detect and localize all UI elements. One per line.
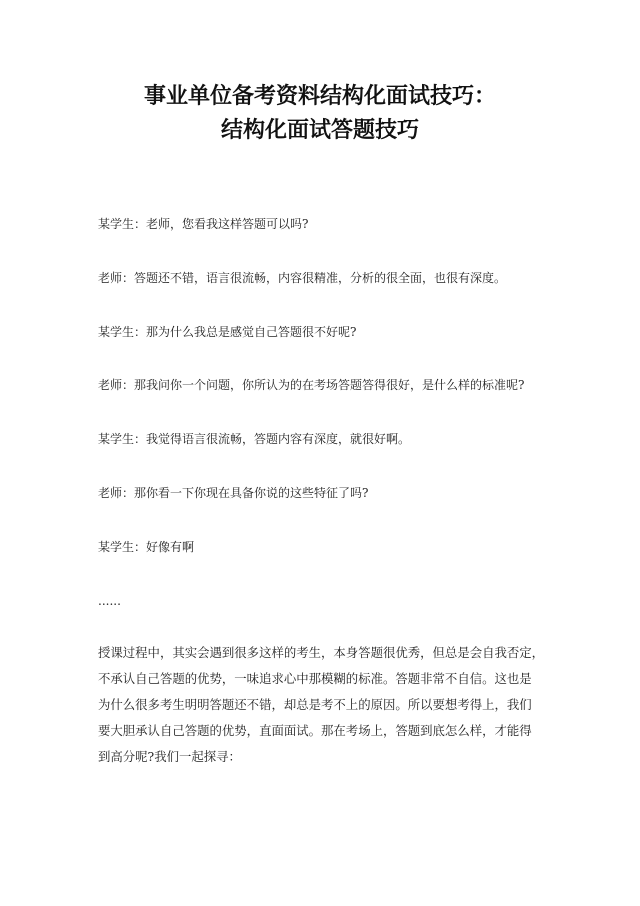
paragraph-line: 到高分呢?我们一起探寻：	[98, 749, 241, 764]
dialogue-line: 老师：答题还不错，语言很流畅，内容很精准，分析的很全面，也很有深度。	[98, 271, 507, 285]
ellipsis-line: ......	[98, 594, 121, 608]
dialogue-line: 某学生：老师，您看我这样答题可以吗?	[98, 217, 309, 231]
dialogue-line: 老师：那我问你一个问题，你所认为的在考场答题答得很好，是什么样的标准呢?	[98, 378, 525, 392]
paragraph-line: 授课过程中，其实会遇到很多这样的考生，本身答题很优秀，但总是会自我否定，	[98, 645, 545, 660]
document-title-line-1: 事业单位备考资料结构化面试技巧：	[143, 84, 496, 109]
document-title-line-2: 结构化面试答题技巧	[220, 118, 419, 143]
paragraph-line: 为什么很多考生明明答题还不错，却总是考不上的原因。所以要想考得上，我们	[98, 697, 532, 712]
dialogue-line: 老师：那你看一下你现在具备你说的这些特征了吗?	[98, 486, 369, 500]
paragraph-line: 不承认自己答题的优势，一味追求心中那模糊的标准。答题非常不自信。这也是	[98, 671, 532, 686]
dialogue-line: 某学生：好像有啊	[98, 540, 195, 554]
body-paragraph	[98, 640, 548, 770]
paragraph-line: 要大胆承认自己答题的优势，直面面试。那在考场上，答题到底怎么样，才能得	[98, 723, 532, 738]
dialogue-line: 某学生：我觉得语言很流畅，答题内容有深度，就很好啊。	[98, 432, 411, 446]
dialogue-line: 某学生：那为什么我总是感觉自己答题很不好呢?	[98, 325, 357, 339]
